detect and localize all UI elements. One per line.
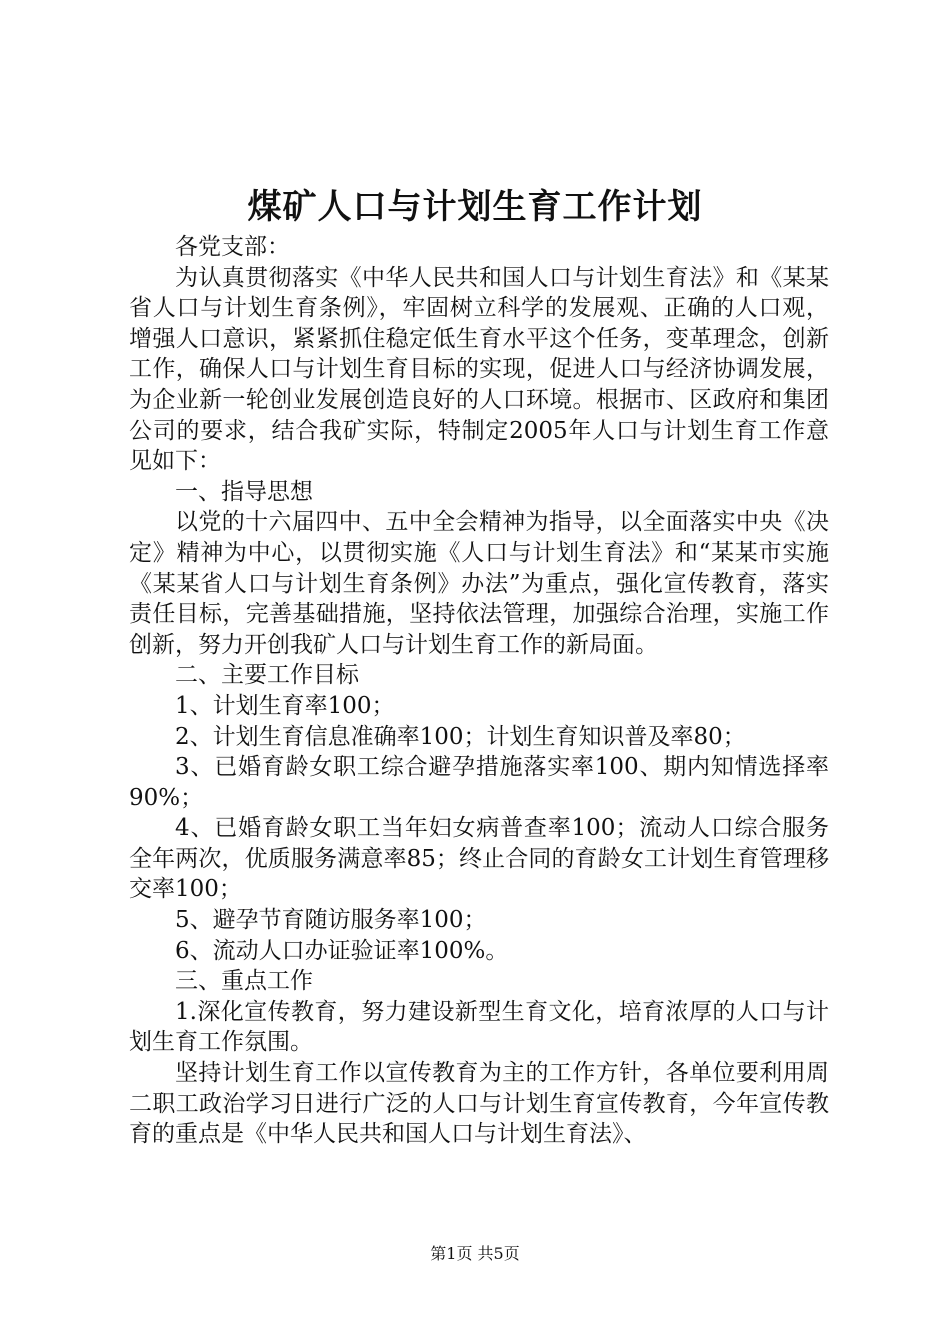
key-work-paragraph: 坚持计划生育工作以宣传教育为主的工作方针，各单位要利用周二职工政治学习日进行广泛的人口与计划生育宣传教育，今年宣传教育的重点是《中华人民共和国人口与计划生育法》、 [129,1060,829,1148]
document-title: 煤矿人口与计划生育工作计划 [247,187,703,227]
goal-item-6: 6、流动人口办证验证率100%。 [175,937,509,964]
page-footer: 第1页 共5页 [430,1244,520,1263]
intro-paragraph: 为认真贯彻落实《中华人民共和国人口与计划生育法》和《某某省人口与计划生育条例》，牢固树立科学的发展观、正确的人口观，增强人口意识，紧紧抓住稳定低生育水平这个任务，变革理念，创新工作，确保人口与计划生育目标的实现，促进人口与经济协调发展，为企业新一轮创业发展创造良好的人口环境。根据市、区政府和集团公司的要求，结合我矿实际，特制定2005年人口与计划生育工作意见如下： [129,264,829,475]
goal-item-2: 2、计划生育信息准确率100；计划生育知识普及率80； [175,723,746,750]
section-heading-key-work: 三、重点工作 [175,968,313,995]
key-work-item-1: 1.深化宣传教育，努力建设新型生育文化，培育浓厚的人口与计划生育工作氛围。 [129,998,829,1056]
goal-item-5: 5、避孕节育随访服务率100； [175,907,487,934]
guiding-ideology-paragraph: 以党的十六届四中、五中全会精神为指导，以全面落实中央《决定》精神为中心，以贯彻实施《人口与计划生育法》和“某某市实施《某某省人口与计划生育条例》办法”为重点，强化宣传教育，落实责任目标，完善基础措施，坚持依法管理，加强综合治理，实施工作创新，努力开创我矿人口与计划生育工作的新局面。 [129,509,829,658]
section-heading-guiding-ideology: 一、指导思想 [175,478,313,505]
salutation: 各党支部： [175,234,290,260]
document-body [129,232,829,1150]
section-heading-main-goals: 二、主要工作目标 [175,662,359,689]
goal-item-3: 3、已婚育龄女职工综合避孕措施落实率100、期内知情选择率90%； [129,754,829,811]
goal-item-1: 1、计划生育率100； [175,692,395,719]
goal-item-4: 4、已婚育龄女职工当年妇女病普查率100；流动人口综合服务全年两次，优质服务满意率85；终止合同的育龄女工计划生育管理移交率100； [129,815,829,903]
